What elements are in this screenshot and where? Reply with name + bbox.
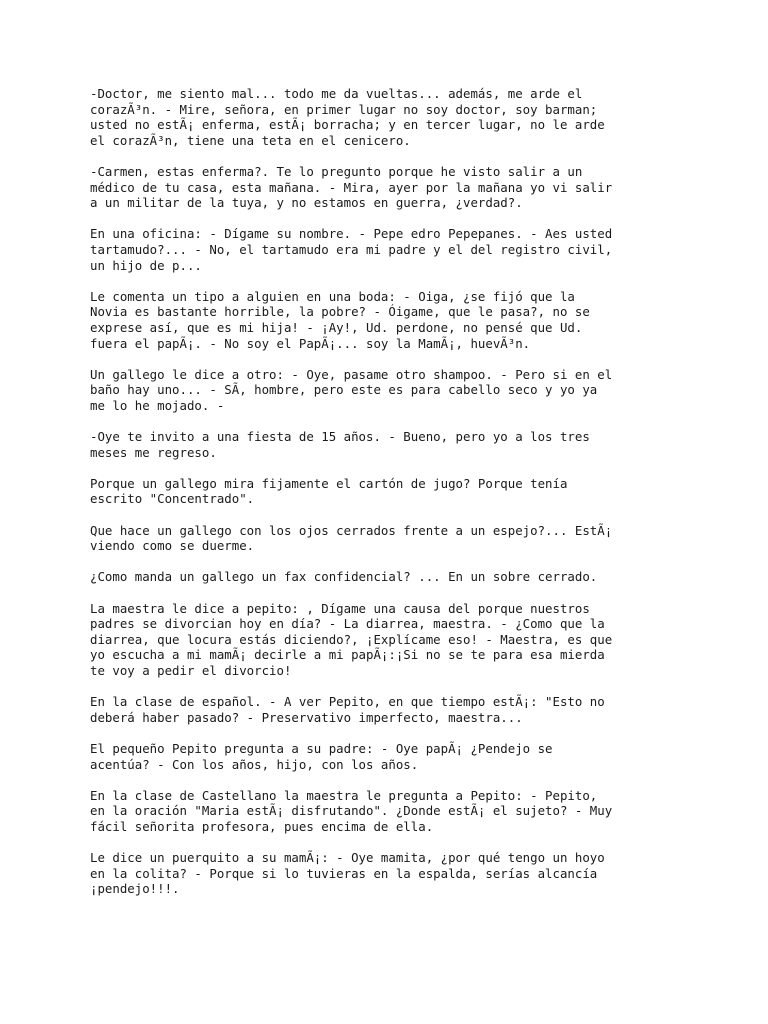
text-line: En una oficina: - Dígame su nombre. - Pepe edro Pepepanes. - Aes usted (90, 226, 613, 242)
text-line: médico de tu casa, esta mañana. - Mira, ayer por la mañana yo vi salir (90, 179, 613, 195)
text-line: un hijo de p... (90, 257, 202, 273)
text-line: exprese así, que es mi hija! - ¡Ay!, Ud. perdone, no pensé que Ud. (90, 319, 583, 335)
joke-paragraph (90, 569, 710, 585)
text-line: viendo como se duerme. (90, 538, 255, 554)
text-line: ¡pendejo!!!. (90, 881, 180, 897)
joke-paragraph (90, 850, 710, 897)
joke-paragraph (90, 741, 710, 772)
text-line: corazÃ³n. - Mire, señora, en primer lugar no soy doctor, soy barman; (90, 101, 598, 117)
joke-paragraph (90, 694, 710, 725)
text-line: El pequeño Pepito pregunta a su padre: - Oye papÃ¡ ¿Pendejo se (90, 740, 553, 756)
joke-paragraph (90, 164, 710, 211)
text-line: -Carmen, estas enferma?. Te lo pregunto porque he visto salir a un (90, 163, 583, 179)
text-line: ¿Como manda un gallego un fax confidencial? ... En un sobre cerrado. (90, 569, 598, 585)
text-line: Porque un gallego mira fijamente el cartón de jugo? Porque tenía (90, 475, 568, 491)
document-page (90, 86, 710, 912)
text-line: en la colita? - Porque si lo tuvieras en la espalda, serías alcancía (90, 865, 598, 881)
joke-paragraph (90, 788, 710, 835)
text-line: tartamudo?... - No, el tartamudo era mi padre y el del registro civil, (90, 241, 613, 257)
text-line: Un gallego le dice a otro: - Oye, pasame otro shampoo. - Pero si en el (90, 366, 613, 382)
text-line: fácil señorita profesora, pues encima de ella. (90, 818, 434, 834)
text-line: usted no estÃ¡ enferma, estÃ¡ borracha; y en tercer lugar, no le arde (90, 117, 605, 133)
joke-paragraph (90, 601, 710, 679)
text-line: padres se divorcian hoy en día? - La diarrea, maestra. - ¿Como que la (90, 616, 605, 632)
text-line: a un militar de la tuya, y no estamos en guerra, ¿verdad?. (90, 195, 523, 211)
joke-paragraph (90, 429, 710, 460)
joke-paragraph (90, 523, 710, 554)
text-line: En la clase de Castellano la maestra le pregunta a Pepito: - Pepito, (90, 787, 598, 803)
text-line: fuera el papÃ¡. - No soy el PapÃ¡... soy la MamÃ¡, huevÃ³n. (90, 335, 531, 351)
text-line: -Doctor, me siento mal... todo me da vueltas... además, me arde el (90, 86, 583, 101)
text-line: Le comenta un tipo a alguien en una boda: - Oiga, ¿se fijó que la (90, 288, 575, 304)
text-line: escrito "Concentrado". (90, 491, 255, 507)
text-line: Que hace un gallego con los ojos cerrados frente a un espejo?... EstÃ¡ (90, 522, 613, 538)
text-line: En la clase de español. - A ver Pepito, en que tiempo estÃ¡: "Esto no (90, 694, 605, 710)
text-line: el corazÃ³n, tiene una teta en el cenicero. (90, 132, 411, 148)
text-line: diarrea, que locura estás diciendo?, ¡Explícame eso! - Maestra, es que (90, 631, 613, 647)
joke-paragraph (90, 476, 710, 507)
text-line: La maestra le dice a pepito: , Dígame una causa del porque nuestros (90, 600, 590, 616)
text-line: en la oración "Maria estÃ¡ disfrutando". ¿Donde estÃ¡ el sujeto? - Muy (90, 803, 613, 819)
text-line: acentúa? - Con los años, hijo, con los años. (90, 756, 419, 772)
joke-paragraph (90, 367, 710, 414)
text-line: Novia es bastante horrible, la pobre? - Óigame, que le pasa?, no se (90, 304, 590, 320)
joke-paragraph (90, 289, 710, 351)
text-line: Le dice un puerquito a su mamÃ¡: - Oye mamita, ¿por qué tengo un hoyo (90, 850, 605, 866)
text-line: te voy a pedir el divorcio! (90, 662, 292, 678)
text-line: -Oye te invito a una fiesta de 15 años. - Bueno, pero yo a los tres (90, 429, 590, 445)
text-line: meses me regreso. (90, 444, 217, 460)
joke-paragraph (90, 226, 710, 273)
text-line: deberá haber pasado? - Preservativo imperfecto, maestra... (90, 709, 523, 725)
text-line: baño hay uno... - SÃ, hombre, pero este es para cabello seco y yo ya (90, 382, 598, 398)
text-line: yo escucha a mi mamÃ¡ decirle a mi papÃ¡:¡Si no se te para esa mierda (90, 647, 605, 663)
text-line: me lo he mojado. - (90, 397, 225, 413)
joke-paragraph (90, 86, 710, 148)
